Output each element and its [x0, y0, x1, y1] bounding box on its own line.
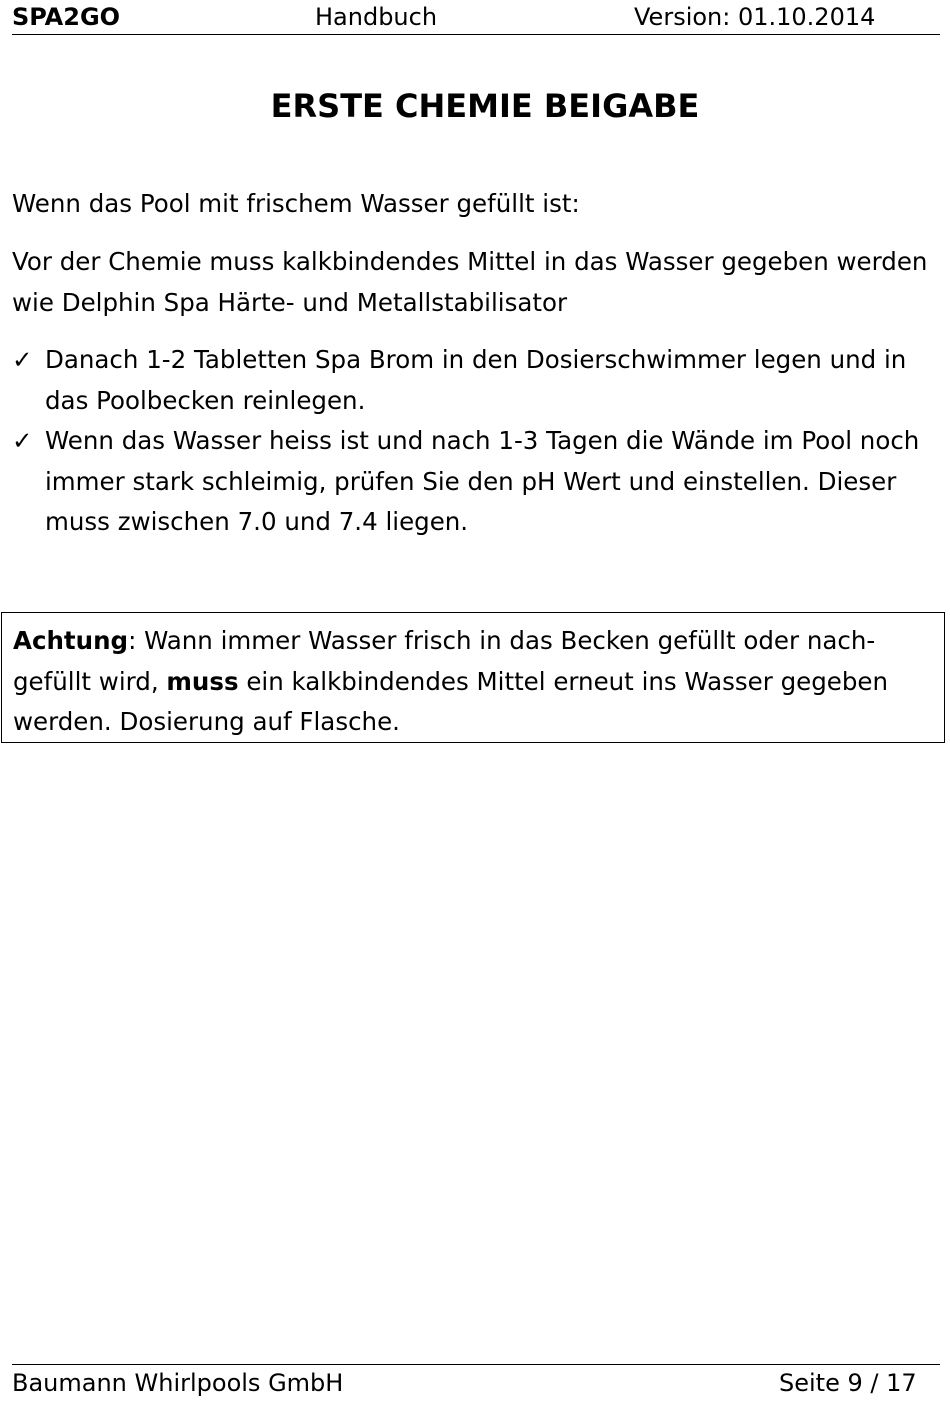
- warning-emphasis: muss: [166, 666, 239, 696]
- checkmark-icon: ✓: [12, 345, 33, 374]
- page-header: [12, 0, 940, 35]
- warning-text-part-2: ein kalkbindendes Mittel erneut ins Wasser gegeben werden. Dosierung auf Flasche.: [13, 666, 889, 736]
- header-brand: SPA2GO: [12, 3, 121, 31]
- checklist-item: [12, 421, 932, 543]
- warning-text: [13, 621, 933, 743]
- checklist-item-text: Danach 1-2 Tabletten Spa Brom in den Dosierschwimmer legen und in das Poolbecken reinlegen.: [45, 345, 907, 415]
- checklist: [12, 340, 932, 543]
- intro-text: Wenn das Pool mit frischem Wasser gefüllt ist:: [12, 189, 580, 218]
- checklist-item-text: Wenn das Wasser heiss ist und nach 1-3 Tagen die Wände im Pool noch immer stark schleimig, prüfen Sie den pH Wert und einstellen. Dieser muss zwischen 7.0 und 7.4 liegen.: [45, 426, 920, 536]
- warning-box: [1, 612, 945, 743]
- page-footer: [12, 1364, 940, 1402]
- warning-label: Achtung: [13, 626, 129, 655]
- header-doc-title: Handbuch: [315, 3, 438, 31]
- checkmark-icon: ✓: [12, 426, 33, 455]
- warning-text-part-1: : Wann immer Wasser frisch in das Becken gefüllt oder nach-gefüllt wird,: [13, 626, 876, 696]
- page-title: ERSTE CHEMIE BEIGABE: [270, 87, 700, 125]
- footer-page-number: Seite 9 / 17: [779, 1369, 917, 1397]
- checklist-item: [12, 340, 932, 421]
- footer-company: Baumann Whirlpools GmbH: [12, 1369, 344, 1397]
- header-version: Version: 01.10.2014: [634, 3, 876, 31]
- body-paragraph: Vor der Chemie muss kalkbindendes Mittel in das Wasser gegeben werden wie Delphin Spa Härte- und Metallstabilisator: [12, 247, 928, 317]
